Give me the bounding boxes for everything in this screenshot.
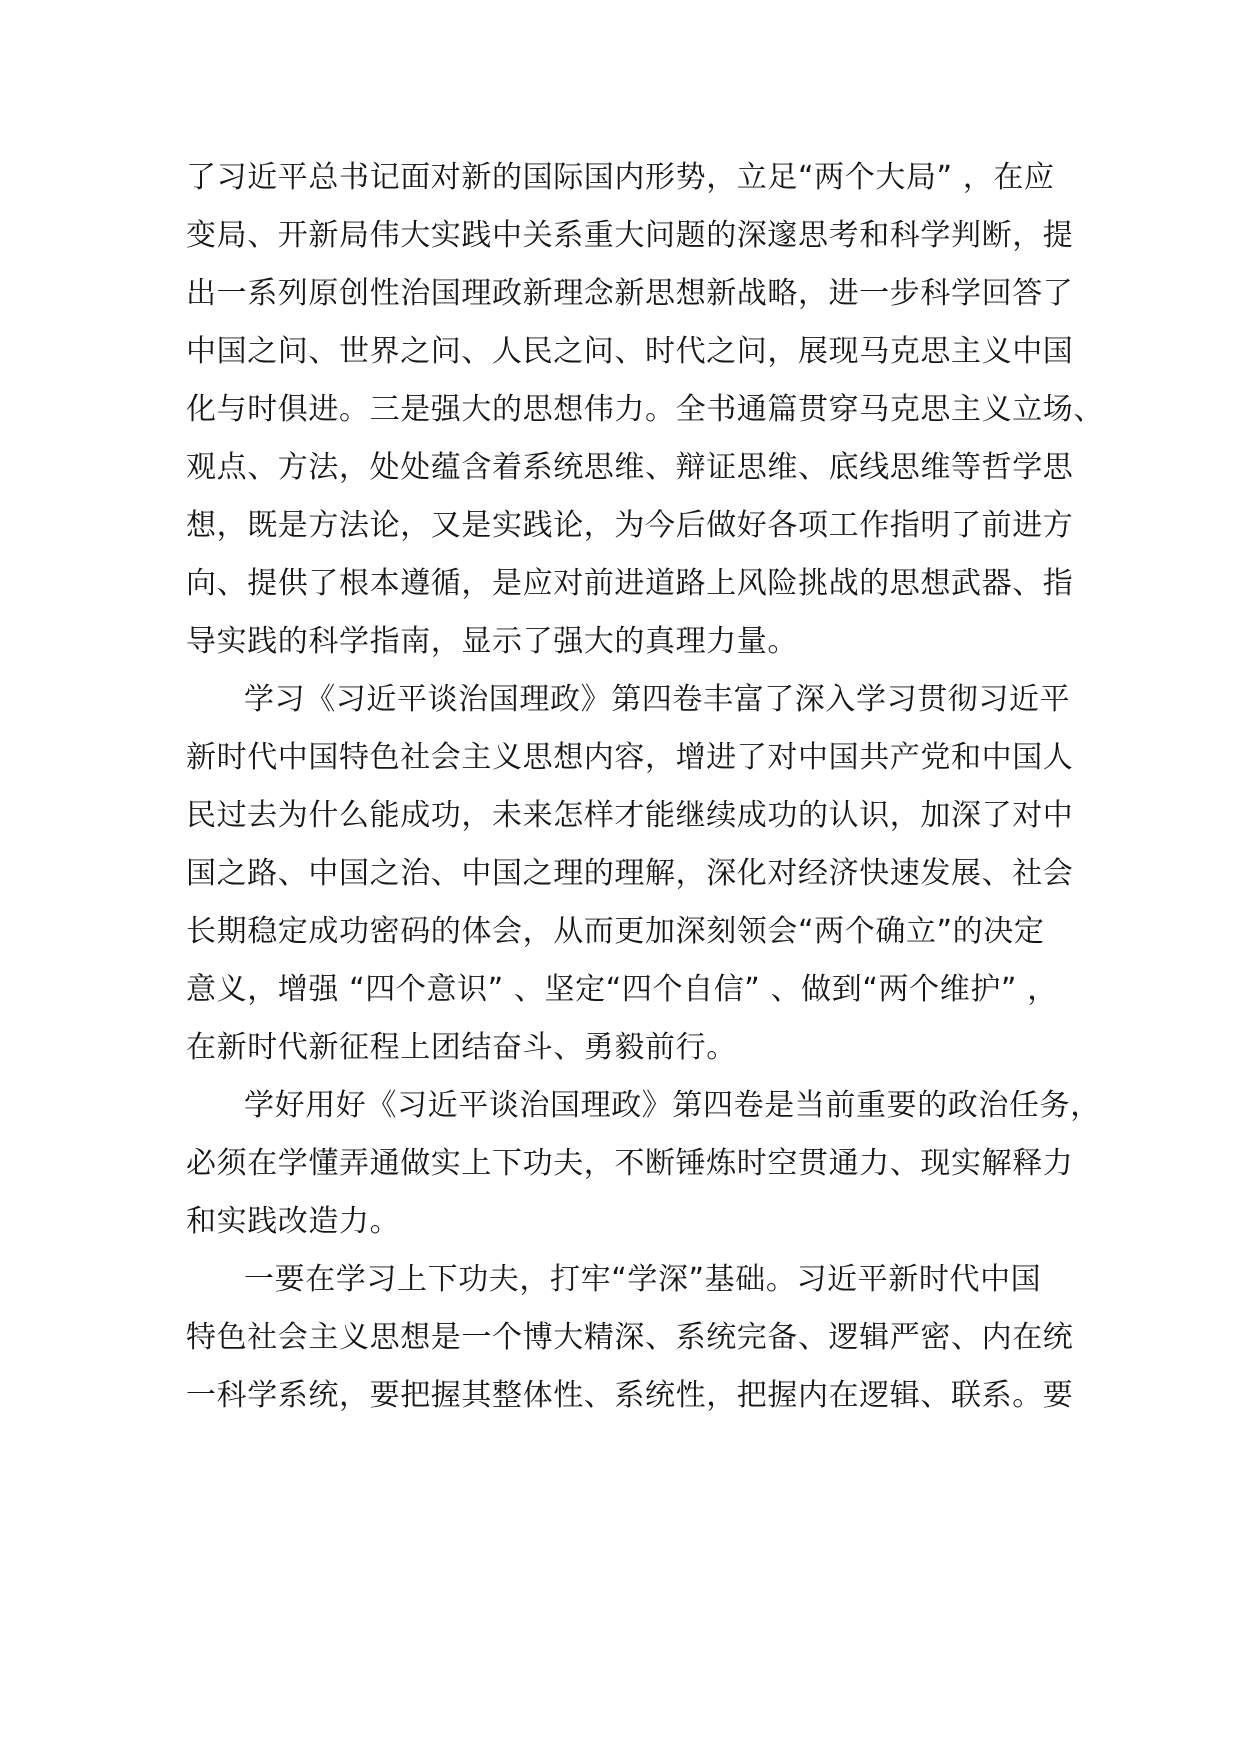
text-line: 想，既是方法论，又是实践论，为今后做好各项工作指明了前进方	[186, 508, 1074, 543]
text-line: 出一系列原创性治国理政新理念新思想新战略，进一步科学回答了	[186, 276, 1074, 311]
text-line: 国之路、中国之治、中国之理的理解，深化对经济快速发展、社会	[186, 856, 1074, 891]
text-line: 长期稳定成功密码的体会，从而更加深刻领会“两个确立”的决定	[186, 914, 1045, 949]
text-line: 了习近平总书记面对新的国际国内形势，立足“两个大局” ，在应	[186, 160, 1055, 195]
text-line: 向、提供了根本遵循，是应对前进道路上风险挑战的思想武器、指	[186, 566, 1074, 601]
paragraph-first-line: 学习《习近平谈治国理政》第四卷丰富了深入学习贯彻习近平	[244, 682, 1071, 717]
text-line: 变局、开新局伟大实践中关系重大问题的深邃思考和科学判断，提	[186, 218, 1074, 253]
text-line: 化与时俱进。三是强大的思想伟力。全书通篇贯穿马克思主义立场、	[186, 392, 1104, 427]
text-line: 特色社会主义思想是一个博大精深、系统完备、逻辑严密、内在统	[186, 1320, 1074, 1355]
text-line: 民过去为什么能成功，未来怎样才能继续成功的认识，加深了对中	[186, 798, 1074, 833]
text-line: 中国之问、世界之问、人民之问、时代之问，展现马克思主义中国	[186, 334, 1074, 369]
text-line: 意义，增强 “四个意识” 、坚定“四个自信” 、做到“两个维护” ，	[186, 972, 1058, 1007]
text-line: 观点、方法，处处蕴含着系统思维、辩证思维、底线思维等哲学思	[186, 450, 1074, 485]
paragraph-first-line: 一要在学习上下功夫，打牢“学深”基础。习近平新时代中国	[244, 1262, 1042, 1297]
text-line: 和实践改造力。	[186, 1204, 401, 1239]
text-line: 在新时代新征程上团结奋斗、勇毅前行。	[186, 1030, 737, 1065]
text-line: 必须在学懂弄通做实上下功夫，不断锤炼时空贯通力、现实解释力	[186, 1146, 1074, 1181]
text-line: 导实践的科学指南，显示了强大的真理力量。	[186, 624, 798, 659]
text-line: 新时代中国特色社会主义思想内容，增进了对中国共产党和中国人	[186, 740, 1074, 775]
paragraph-first-line: 学好用好《习近平谈治国理政》第四卷是当前重要的政治任务，	[244, 1088, 1101, 1123]
text-line: 一科学系统，要把握其整体性、系统性，把握内在逻辑、联系。要	[186, 1378, 1074, 1413]
